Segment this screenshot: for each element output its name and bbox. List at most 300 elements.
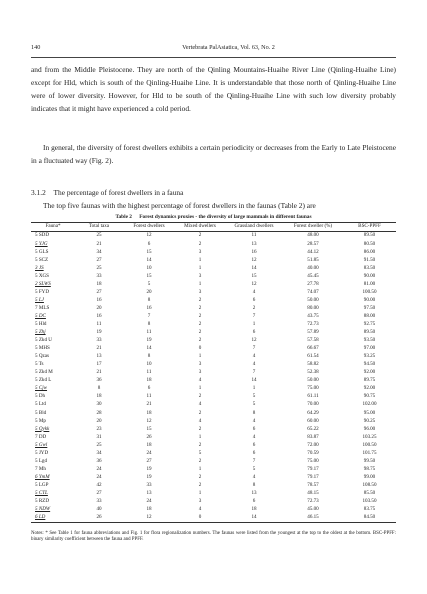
cell-fauna [31,481,75,489]
cell-total-taxa: 23 [96,425,102,432]
cell-forest-pct: 57.89 [307,329,319,336]
fauna-name: 5 CTL [35,489,48,496]
cell-mixed-dwellers: 2 [198,232,202,239]
cell-forest-pct: 72.73 [307,498,319,505]
cell-fauna [31,329,75,337]
cell-mixed-dwellers: 2 [198,304,202,311]
cell-total-taxa: 27 [96,288,102,295]
cell-fauna [31,264,75,272]
cell-total-taxa: 13 [96,353,102,360]
cell-grassland-dwellers: 7 [252,369,256,376]
cell-mixed-dwellers: 1 [198,256,202,263]
cell-forest-pct: 48.00 [307,232,319,239]
cell-forest-pct: 58.82 [307,361,319,368]
cell-total-taxa: 16 [96,312,102,319]
cell-mixed-dwellers: 4 [198,401,202,408]
table-row [31,481,396,489]
cell-forest-dwellers: 18 [146,441,152,448]
cell-fauna [31,312,75,320]
cell-fauna [31,377,75,385]
cell-bsc-ppff: 90.00 [363,272,376,279]
cell-forest-pct: 65.22 [307,425,319,432]
cell-mixed-dwellers: 2 [198,296,202,303]
cell-grassland-dwellers: 13 [251,489,257,496]
cell-forest-dwellers: 7 [147,312,151,319]
cell-mixed-dwellers: 2 [198,329,202,336]
cell-fauna [31,256,75,264]
cell-fauna [31,280,75,288]
cell-forest-pct: 72.00 [307,441,319,448]
cell-bsc-ppff: 103.50 [362,498,377,505]
column-header: Mixed dwellers [184,223,216,230]
fauna-name: 5 LJ [35,296,44,303]
fauna-name: 7 MLS [35,304,50,311]
cell-forest-dwellers: 13 [146,489,152,496]
cell-grassland-dwellers: 14 [251,514,257,521]
cell-fauna [31,272,75,280]
cell-fauna [31,417,75,425]
journal-title: Vertebrata PalAsiatica, Vol. 63, No. 2 [182,44,275,51]
fauna-name: 6 YmM [35,473,50,480]
cell-total-taxa: 33 [96,498,102,505]
table-row [31,232,396,241]
cell-bsc-ppff: 99.50 [363,457,376,464]
cell-mixed-dwellers: 1 [198,465,202,472]
body-paragraph: The top five faunas with the highest percentage of forest dwellers in the faunas (Table 2) are [43,201,316,210]
cell-forest-pct: 66.67 [307,345,319,352]
cell-grassland-dwellers: 14 [251,264,257,271]
cell-total-taxa: 25 [96,441,102,448]
cell-mixed-dwellers: 3 [198,498,202,505]
table-caption-label: Table 2 [115,214,132,220]
cell-forest-dwellers: 10 [146,361,152,368]
cell-grassland-dwellers: 13 [251,240,257,247]
cell-forest-pct: 60.00 [307,417,319,424]
cell-grassland-dwellers: 16 [251,248,257,255]
cell-grassland-dwellers: 11 [251,232,257,239]
cell-mixed-dwellers: 2 [198,457,202,464]
cell-fauna [31,385,75,393]
cell-fauna [31,304,75,312]
cell-mixed-dwellers: 3 [198,361,202,368]
cell-forest-pct: 72.73 [307,320,319,327]
fauna-name: 5 Qykk [35,425,50,432]
cell-bsc-ppff: 93.50 [363,337,376,344]
cell-fauna [31,449,75,457]
cell-forest-pct: 43.75 [307,312,319,319]
fauna-name: 5 YJG [35,240,48,247]
cell-fauna [31,337,75,345]
cell-grassland-dwellers: 6 [252,296,256,303]
fauna-name: 5 Gwl [35,441,48,448]
cell-forest-pct: 74.07 [307,288,319,295]
cell-mixed-dwellers: 3 [198,272,202,279]
cell-fauna [31,353,75,361]
cell-total-taxa: 27 [96,489,102,496]
cell-forest-dwellers: 24 [146,449,152,456]
cell-grassland-dwellers: 4 [252,288,256,295]
column-header: Total taxa [88,223,110,230]
cell-mixed-dwellers: 2 [198,337,202,344]
cell-total-taxa: 34 [96,449,102,456]
cell-grassland-dwellers: 7 [252,457,256,464]
cell-grassland-dwellers: 4 [252,361,256,368]
cell-total-taxa: 25 [96,232,102,239]
cell-forest-pct: 64.29 [307,409,319,416]
cell-bsc-ppff: 90.00 [363,296,376,303]
cell-forest-dwellers: 26 [146,433,152,440]
table-row [31,248,396,256]
cell-forest-pct: 57.58 [307,337,319,344]
cell-fauna [31,393,75,401]
cell-total-taxa: 28 [96,409,102,416]
cell-forest-pct: 45.45 [307,272,319,279]
cell-forest-dwellers: 20 [146,288,152,295]
cell-grassland-dwellers: 4 [252,417,256,424]
cell-forest-pct: 70.00 [307,401,319,408]
cell-forest-pct: 75.00 [307,385,319,392]
cell-grassland-dwellers: 6 [252,449,256,456]
cell-bsc-ppff: 100.50 [362,441,377,448]
cell-forest-dwellers: 15 [146,272,152,279]
cell-total-taxa: 21 [96,369,102,376]
cell-total-taxa: 33 [96,272,102,279]
cell-grassland-dwellers: 5 [252,393,256,400]
column-header: Forest dwellers [133,223,165,230]
cell-mixed-dwellers: 3 [198,369,202,376]
fauna-name: 5 LGP [35,481,49,488]
cell-bsc-ppff: 80.50 [363,240,376,247]
cell-forest-dwellers: 10 [146,264,152,271]
fauna-name: 2 SLWS [35,280,51,287]
cell-grassland-dwellers: 8 [252,409,256,416]
cell-bsc-ppff: 84.50 [363,514,376,521]
column-header: Fauna* [45,223,61,230]
cell-forest-dwellers: 24 [146,498,152,505]
cell-total-taxa: 34 [96,248,102,255]
cell-bsc-ppff: 100.50 [362,288,377,295]
cell-fauna [31,409,75,417]
cell-total-taxa: 21 [96,240,102,247]
table-row [31,465,396,473]
cell-mixed-dwellers: 1 [198,433,202,440]
cell-bsc-ppff: 90.25 [363,417,376,424]
cell-bsc-ppff: 98.75 [363,465,376,472]
table-body [31,232,396,523]
cell-grassland-dwellers: 15 [251,272,257,279]
cell-forest-dwellers: 33 [146,481,152,488]
fauna-name: 5 Lgd [35,457,48,464]
table-row [31,433,396,441]
cell-bsc-ppff: 102.00 [362,401,377,408]
cell-mixed-dwellers: 1 [198,353,202,360]
cell-mixed-dwellers: 0 [198,345,202,352]
fauna-name: 7 DD [35,433,47,440]
cell-total-taxa: 19 [96,329,102,336]
cell-fauna [31,506,75,514]
cell-forest-dwellers: 18 [146,409,152,416]
cell-forest-pct: 28.57 [307,240,319,247]
table-row [31,498,396,506]
table-row [31,473,396,481]
cell-forest-pct: 44.12 [307,248,319,255]
cell-fauna [31,232,75,241]
fauna-name: 5 Zkd U [35,337,52,344]
cell-forest-dwellers: 15 [146,425,152,432]
cell-forest-pct: 52.38 [307,369,319,376]
table-row [31,296,396,304]
cell-bsc-ppff: 88.00 [363,312,376,319]
cell-forest-pct: 78.57 [307,481,319,488]
table-header-row [31,223,396,232]
cell-forest-dwellers: 12 [146,417,152,424]
cell-total-taxa: 8 [97,385,101,392]
fauna-name: 5 FYD [35,288,50,295]
table-row [31,401,396,409]
cell-bsc-ppff: 99.00 [363,473,376,480]
cell-bsc-ppff: 97.50 [363,304,376,311]
cell-forest-dwellers: 14 [146,256,152,263]
cell-bsc-ppff: 95.00 [363,409,376,416]
cell-fauna [31,361,75,369]
cell-forest-dwellers: 18 [146,506,152,513]
section-title: The percentage of forest dwellers in a fauna [53,188,184,197]
cell-mixed-dwellers: 2 [198,393,202,400]
cell-fauna [31,514,75,523]
cell-grassland-dwellers: 5 [252,401,256,408]
cell-fauna [31,248,75,256]
cell-bsc-ppff: 90.75 [363,393,376,400]
cell-grassland-dwellers: 7 [252,312,256,319]
cell-mixed-dwellers: 2 [198,425,202,432]
table-row [31,345,396,353]
cell-forest-pct: 50.00 [307,296,319,303]
cell-grassland-dwellers: 12 [251,337,257,344]
section-number: 3.1.2 [31,188,46,197]
cell-grassland-dwellers: 2 [252,304,256,311]
cell-mixed-dwellers: 2 [198,473,202,480]
cell-grassland-dwellers: 1 [252,385,256,392]
table-row [31,506,396,514]
table-row [31,409,396,417]
fauna-name: 5 XGS [35,272,50,279]
table-row [31,272,396,280]
column-header: Forest dweller (%) [293,223,333,230]
cell-total-taxa: 20 [96,304,102,311]
cell-total-taxa: 30 [96,401,102,408]
section-heading [31,187,396,199]
cell-forest-pct: 46.15 [307,514,319,521]
table-row [31,457,396,465]
cell-forest-dwellers: 11 [146,329,152,336]
cell-grassland-dwellers: 6 [252,498,256,505]
cell-fauna [31,433,75,441]
table-row [31,304,396,312]
running-header [31,44,396,52]
cell-forest-dwellers: 8 [147,296,151,303]
cell-forest-pct: 79.17 [307,465,319,472]
cell-forest-pct: 83.87 [307,433,319,440]
cell-forest-dwellers: 18 [146,377,152,384]
cell-total-taxa: 21 [96,345,102,352]
table-row [31,264,396,272]
cell-bsc-ppff: 96.00 [363,425,376,432]
body-paragraph: and from the Middle Pleistocene. They are north of the Qinling Mountains-Huaihe River Line (Qinling-Huaihe Line) except for Hld, which is south of the Qinling-Huaihe Line. It is understandable that those north of Qinling-Huaihe Line were of lower diversity. However, for Hld to be south of the Qinling-Huaihe Line with such low diversity probably indicates that it might have experienced a cold period. [31,65,396,114]
cell-bsc-ppff: 91.50 [363,256,376,263]
cell-bsc-ppff: 89.50 [363,329,376,336]
table-row [31,377,396,385]
fauna-name: 3 JS [35,264,44,271]
cell-grassland-dwellers: 5 [252,465,256,472]
cell-grassland-dwellers: 18 [251,506,257,513]
fauna-name: 5 NDW [35,506,51,513]
cell-mixed-dwellers: 1 [198,280,202,287]
cell-grassland-dwellers: 8 [252,481,256,488]
table-row [31,385,396,393]
table-caption-text: Forest dynamics proxies - the diversity of large mammals in different faunas [139,214,312,220]
table-row [31,425,396,433]
cell-total-taxa: 24 [96,473,102,480]
cell-forest-pct: 79.17 [307,473,319,480]
cell-bsc-ppff: 89.75 [363,377,376,384]
column-header: BSC-PPFF [358,223,381,230]
cell-total-taxa: 25 [96,264,102,271]
cell-total-taxa: 11 [96,320,102,327]
cell-bsc-ppff: 108.50 [362,481,377,488]
cell-total-taxa: 27 [96,256,102,263]
cell-bsc-ppff: 83.75 [363,506,376,513]
cell-forest-dwellers: 14 [146,345,152,352]
fauna-name: 5 Zkd L [35,377,52,384]
fauna-name: 5 Ltd [35,401,46,408]
table-caption [31,213,396,221]
cell-forest-dwellers: 19 [146,465,152,472]
fauna-name: 5 Dh [35,393,46,400]
fauna-name: 7 Mh [35,465,46,472]
data-table [31,222,396,523]
table-row [31,280,396,288]
cell-total-taxa: 26 [96,514,102,521]
cell-fauna [31,441,75,449]
cell-bsc-ppff: 93.25 [363,353,376,360]
table-row [31,353,396,361]
cell-bsc-ppff: 94.50 [363,361,376,368]
cell-mixed-dwellers: 1 [198,385,202,392]
cell-total-taxa: 40 [96,506,102,513]
table-row [31,321,396,329]
cell-fauna [31,425,75,433]
cell-total-taxa: 17 [96,361,102,368]
fauna-name: 5 Qzas [35,353,50,360]
cell-forest-pct: 45.00 [307,506,319,513]
cell-forest-dwellers: 12 [146,514,152,521]
table-row [31,288,396,296]
cell-forest-pct: 27.78 [307,280,319,287]
cell-forest-pct: 48.15 [307,489,319,496]
cell-mixed-dwellers: 4 [198,377,202,384]
table-row [31,417,396,425]
cell-fauna [31,369,75,377]
cell-bsc-ppff: 92.75 [363,320,376,327]
table-row [31,329,396,337]
table-row [31,369,396,377]
cell-fauna [31,401,75,409]
cell-bsc-ppff: 81.00 [363,280,376,287]
cell-forest-pct: 61.54 [307,353,319,360]
cell-fauna [31,465,75,473]
cell-fauna [31,296,75,304]
fauna-name: 6 LD [35,514,46,521]
cell-forest-dwellers: 15 [146,248,152,255]
cell-forest-dwellers: 16 [146,304,152,311]
fauna-name: 5 Ts [35,361,44,368]
fauna-name: 5 SDD [35,232,50,239]
fauna-name: 5 Bld [35,409,47,416]
cell-total-taxa: 31 [96,433,102,440]
cell-forest-dwellers: 5 [147,280,151,287]
cell-total-taxa: 20 [96,417,102,424]
cell-mixed-dwellers: 2 [198,409,202,416]
cell-mixed-dwellers: 2 [198,441,202,448]
cell-total-taxa: 18 [96,393,102,400]
cell-fauna [31,321,75,329]
table-row [31,514,396,523]
page-number: 140 [31,44,41,51]
cell-total-taxa: 24 [96,465,102,472]
cell-mixed-dwellers: 5 [198,449,202,456]
cell-forest-dwellers: 19 [146,337,152,344]
fauna-name: 5 Zkd M [35,369,53,376]
table-row [31,490,396,498]
cell-forest-dwellers: 27 [146,457,152,464]
cell-fauna [31,288,75,296]
cell-bsc-ppff: 92.00 [363,385,376,392]
cell-forest-dwellers: 8 [147,353,151,360]
cell-forest-pct: 61.11 [307,393,319,400]
cell-total-taxa: 18 [96,280,102,287]
cell-grassland-dwellers: 6 [252,329,256,336]
cell-forest-dwellers: 11 [146,393,152,400]
cell-mixed-dwellers: 4 [198,506,202,513]
cell-fauna [31,240,75,248]
table-row [31,256,396,264]
cell-forest-pct: 51.85 [307,256,319,263]
cell-forest-dwellers: 12 [146,232,152,239]
cell-total-taxa: 16 [96,296,102,303]
fauna-name: 5 Mp [35,417,46,424]
cell-forest-dwellers: 11 [146,369,152,376]
cell-mixed-dwellers: 2 [198,240,202,247]
cell-grassland-dwellers: 6 [252,441,256,448]
cell-grassland-dwellers: 4 [252,353,256,360]
column-header: Grassland dwellers [234,223,274,230]
table-row [31,312,396,320]
cell-mixed-dwellers: 3 [198,288,202,295]
fauna-name: 5 Cjw [35,385,48,392]
cell-bsc-ppff: 103.25 [362,433,377,440]
cell-forest-pct: 40.00 [307,264,319,271]
cell-forest-dwellers: 21 [146,401,152,408]
cell-grassland-dwellers: 4 [252,433,256,440]
cell-mixed-dwellers: 2 [198,312,202,319]
fauna-name: 5 DC [35,312,46,319]
table-row [31,393,396,401]
cell-grassland-dwellers: 1 [252,320,256,327]
table-row [31,449,396,457]
cell-grassland-dwellers: 12 [251,256,257,263]
cell-grassland-dwellers: 4 [252,473,256,480]
cell-total-taxa: 36 [96,377,102,384]
